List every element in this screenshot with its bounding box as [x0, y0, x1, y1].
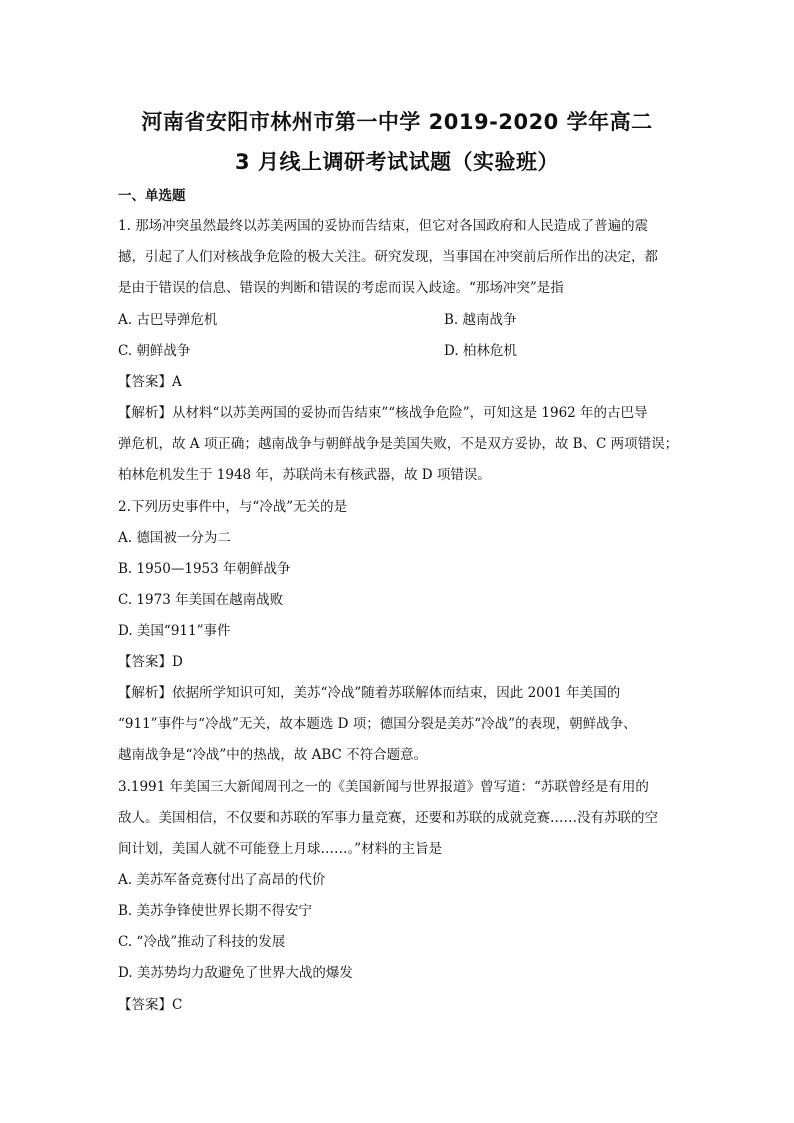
- q3-option-c: C. “冷战”推动了科技的发展: [118, 934, 286, 950]
- q1-analysis-line: 弹危机，故 A 项正确；越南战争与朝鲜战争是美国失败，不是双方妥协，故 B、C 两项错误；: [118, 436, 679, 452]
- q3-stem-line: 敌人。美国相信，不仅要和苏联的军事力量竞赛，还要和苏联的成就竞赛……没有苏联的空: [118, 810, 658, 826]
- section-heading: 一、单选题: [118, 188, 186, 204]
- q1-option-a: A. 古巴导弹危机: [118, 312, 218, 328]
- q2-answer: 【答案】D: [118, 654, 183, 670]
- q2-stem: 2.下列历史事件中，与“冷战”无关的是: [118, 499, 348, 515]
- q1-option-b: B. 越南战争: [444, 312, 517, 328]
- q1-answer: 【答案】A: [118, 374, 182, 390]
- document-title-line-2: 3 月线上调研考试试题（实验班）: [235, 150, 559, 174]
- q2-option-b: B. 1950—1953 年朝鲜战争: [118, 561, 291, 577]
- q2-analysis-line: “911”事件与“冷战”无关，故本题选 D 项；德国分裂是美苏“冷战”的表现，朝鲜战争、: [118, 716, 637, 732]
- q3-option-a: A. 美苏军备竞赛付出了高昂的代价: [118, 872, 326, 888]
- q2-option-c: C. 1973 年美国在越南战败: [118, 592, 284, 608]
- q2-analysis-line: 【解析】依据所学知识可知，美苏“冷战”随着苏联解体而结束，因此 2001 年美国的: [118, 685, 621, 701]
- q3-option-d: D. 美苏势均力敌避免了世界大战的爆发: [118, 965, 353, 981]
- q1-analysis-line: 柏林危机发生于 1948 年，苏联尚未有核武器，故 D 项错误。: [118, 467, 491, 483]
- q1-option-d: D. 柏林危机: [444, 343, 517, 359]
- q1-stem-line: 1. 那场冲突虽然最终以苏美两国的妥协而告结束，但它对各国政府和人民造成了普遍的震: [118, 218, 649, 234]
- q1-analysis-line: 【解析】从材料“以苏美两国的妥协而告结束”“核战争危险”，可知这是 1962 年的古巴导: [118, 405, 648, 421]
- q3-stem-line: 3.1991 年美国三大新闻周刊之一的《美国新闻与世界报道》曾写道：“苏联曾经是有用的: [118, 779, 649, 795]
- document-title-line-1: 河南省安阳市林州市第一中学 2019-2020 学年高二: [141, 110, 653, 134]
- q2-analysis-line: 越南战争是“冷战”中的热战，故 ABC 不符合题意。: [118, 747, 428, 763]
- q1-stem-line: 是由于错误的信息、错误的判断和错误的考虑而误入歧途。“那场冲突”是指: [118, 280, 564, 296]
- q2-option-a: A. 德国被一分为二: [118, 530, 231, 546]
- q3-option-b: B. 美苏争锋使世界长期不得安宁: [118, 903, 313, 919]
- q3-answer: 【答案】C: [118, 997, 183, 1013]
- q3-stem-line: 间计划，美国人就不可能登上月球……。”材料的主旨是: [118, 841, 443, 857]
- q1-stem-line: 撼，引起了人们对核战争危险的极大关注。研究发现，当事国在冲突前后所作出的决定，都: [118, 249, 658, 265]
- q2-option-d: D. 美国“911”事件: [118, 623, 231, 639]
- q1-option-c: C. 朝鲜战争: [118, 343, 191, 359]
